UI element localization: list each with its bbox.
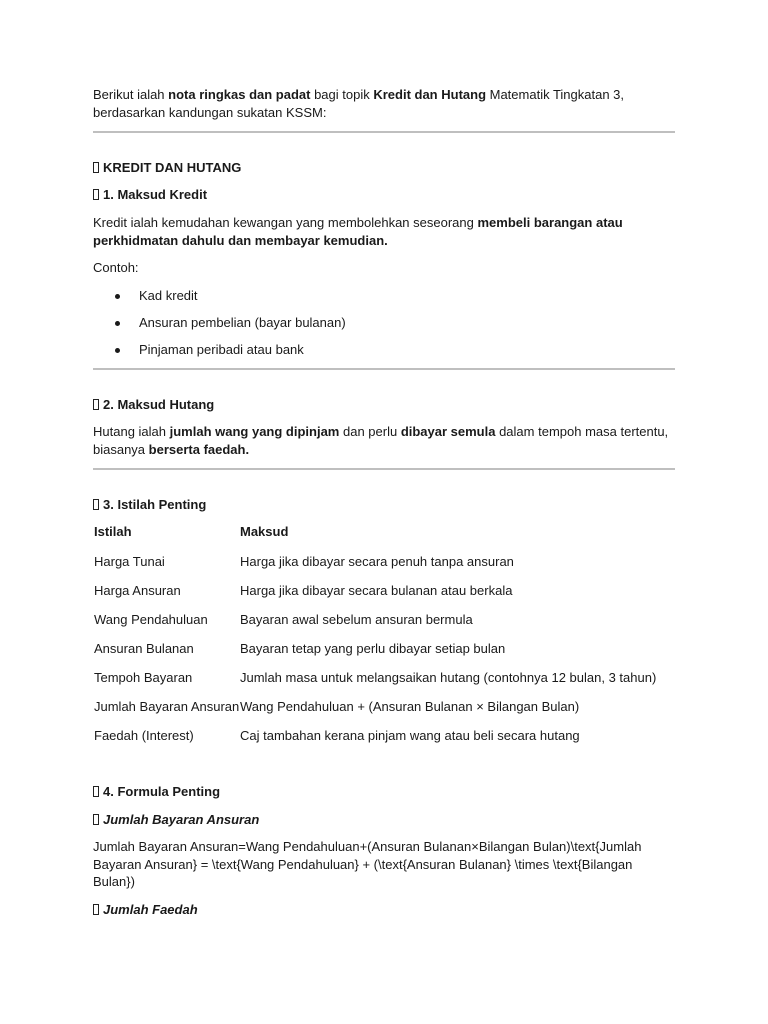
intro-text-3: Matematik Tingkatan 3, bbox=[486, 87, 625, 102]
section2-text-4: biasanya bbox=[93, 441, 149, 457]
table-cell: Tempoh Bayaran bbox=[94, 670, 193, 685]
table-cell: Ansuran Bulanan bbox=[94, 641, 194, 656]
section1-bold-1: membeli barangan atau bbox=[477, 215, 623, 230]
list-item-text: Pinjaman peribadi atau bank bbox=[139, 342, 304, 357]
divider bbox=[93, 131, 675, 133]
divider bbox=[93, 468, 675, 470]
intro-bold-1: nota ringkas dan padat bbox=[168, 87, 311, 102]
emoji-placeholder-icon bbox=[93, 499, 99, 510]
section2-bold-2: dibayar semula bbox=[400, 424, 496, 439]
table-cell: Jumlah Bayaran Ansuran bbox=[94, 699, 240, 714]
table-cell: Harga jika dibayar secara bulanan atau berkala bbox=[240, 583, 513, 598]
emoji-placeholder-icon bbox=[93, 814, 99, 825]
table-cell: Harga Ansuran bbox=[94, 583, 181, 598]
section2-paragraph bbox=[93, 423, 675, 458]
table-header bbox=[94, 523, 674, 541]
emoji-placeholder-icon bbox=[93, 399, 99, 410]
formula1-text bbox=[93, 838, 675, 891]
section1-paragraph bbox=[93, 214, 675, 249]
section4-heading-text: 4. Formula Penting bbox=[103, 784, 221, 799]
intro-paragraph bbox=[93, 86, 675, 121]
formula2-heading bbox=[93, 901, 675, 919]
section4-heading bbox=[93, 783, 675, 801]
table-cell: Wang Pendahuluan bbox=[94, 612, 208, 627]
list-item-text: Kad kredit bbox=[139, 288, 198, 303]
intro-text-2: bagi topik bbox=[310, 87, 374, 102]
formula-line: Bayaran Ansuran} = \text{Wang Pendahuluan} + (\text{Ansuran Bulanan} \times \text{Bilangan bbox=[93, 856, 633, 872]
section3-heading-text: 3. Istilah Penting bbox=[103, 497, 207, 512]
intro-text-4: berdasarkan kandungan sukatan KSSM: bbox=[93, 104, 327, 120]
table-row bbox=[94, 727, 674, 745]
bullet-icon bbox=[115, 348, 120, 353]
table-cell: Caj tambahan kerana pinjam wang atau beli secara hutang bbox=[240, 728, 580, 743]
formula-line: Bulan}) bbox=[93, 874, 135, 889]
main-heading-text: KREDIT DAN HUTANG bbox=[103, 160, 242, 175]
section1-heading bbox=[93, 186, 675, 204]
contoh-label: Contoh: bbox=[93, 260, 139, 275]
main-heading bbox=[93, 159, 675, 177]
emoji-placeholder-icon bbox=[93, 904, 99, 915]
divider bbox=[93, 368, 675, 370]
table-row bbox=[94, 611, 674, 629]
formula2-heading-text: Jumlah Faedah bbox=[103, 902, 198, 917]
emoji-placeholder-icon bbox=[93, 786, 99, 797]
table-cell: Bayaran tetap yang perlu dibayar setiap bulan bbox=[240, 641, 506, 656]
list-item-text: Ansuran pembelian (bayar bulanan) bbox=[139, 315, 346, 330]
table-cell: Faedah (Interest) bbox=[94, 728, 194, 743]
section2-text-3: dalam tempoh masa tertentu, bbox=[495, 424, 669, 439]
table-row bbox=[94, 553, 674, 571]
table-cell: Wang Pendahuluan + (Ansuran Bulanan × Bilangan Bulan) bbox=[240, 699, 580, 714]
emoji-placeholder-icon bbox=[93, 189, 99, 200]
section2-bold-1: jumlah wang yang dipinjam bbox=[169, 424, 340, 439]
column-header: Istilah bbox=[94, 524, 132, 539]
emoji-placeholder-icon bbox=[93, 162, 99, 173]
table-row bbox=[94, 640, 674, 658]
formula-line: Jumlah Bayaran Ansuran=Wang Pendahuluan+(Ansuran Bulanan×Bilangan Bulan)\text{Jumlah bbox=[93, 839, 642, 854]
section2-bold-3: berserta faedah. bbox=[148, 441, 250, 457]
bullet-icon bbox=[115, 321, 120, 326]
section2-heading bbox=[93, 396, 675, 414]
section1-text: Kredit ialah kemudahan kewangan yang membolehkan seseorang bbox=[93, 215, 478, 230]
column-header: Maksud bbox=[240, 524, 289, 539]
table-row bbox=[94, 669, 674, 687]
table-cell: Harga jika dibayar secara penuh tanpa ansuran bbox=[240, 554, 514, 569]
formula1-heading-text: Jumlah Bayaran Ansuran bbox=[103, 812, 260, 827]
table-row bbox=[94, 698, 674, 716]
table-cell: Bayaran awal sebelum ansuran bermula bbox=[240, 612, 473, 627]
table-cell: Jumlah masa untuk melangsaikan hutang (contohnya 12 bulan, 3 tahun) bbox=[240, 670, 657, 685]
intro-bold-2: Kredit dan Hutang bbox=[373, 87, 487, 102]
section1-heading-text: 1. Maksud Kredit bbox=[103, 187, 208, 202]
section3-heading bbox=[93, 496, 675, 514]
section2-heading-text: 2. Maksud Hutang bbox=[103, 397, 215, 412]
section1-bold-2: perkhidmatan dahulu dan membayar kemudian. bbox=[93, 232, 388, 248]
section2-text-2: dan perlu bbox=[339, 424, 401, 439]
bullet-icon bbox=[115, 294, 120, 299]
table-cell: Harga Tunai bbox=[94, 554, 165, 569]
intro-text-1: Berikut ialah bbox=[93, 87, 169, 102]
table-row bbox=[94, 582, 674, 600]
formula1-heading bbox=[93, 811, 675, 829]
section2-text-1: Hutang ialah bbox=[93, 424, 170, 439]
